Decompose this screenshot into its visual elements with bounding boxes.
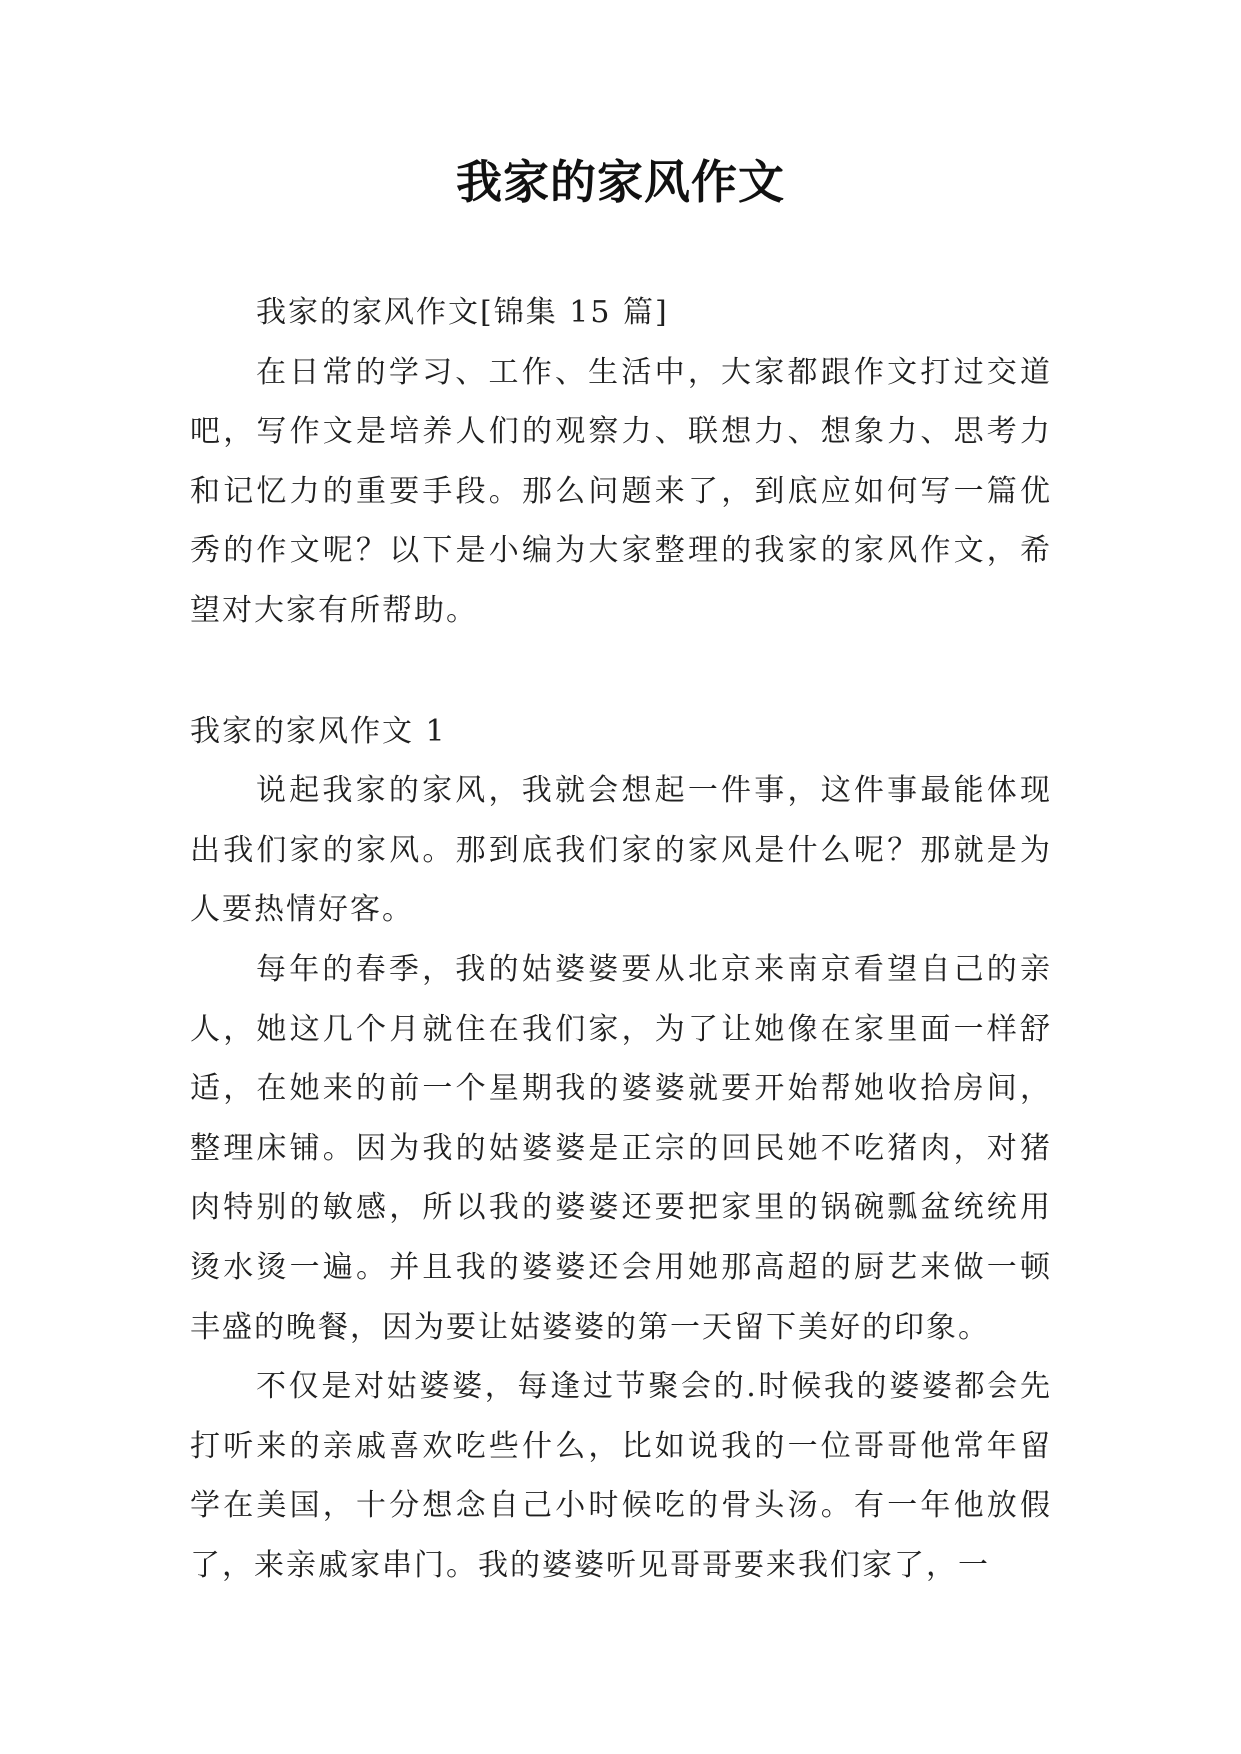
- body-paragraph: 每年的春季，我的姑婆婆要从北京来南京看望自己的亲人，她这几个月就住在我们家，为了让她像在家里面一样舒适，在她来的前一个星期我的婆婆就要开始帮她收拾房间，整理床铺。因为我的姑婆婆是正宗的回民她不吃猪肉，对猪肉特别的敏感，所以我的婆婆还要把家里的锅碗瓢盆统统用烫水烫一遍。并且我的婆婆还会用她那高超的厨艺来做一顿丰盛的晚餐，因为要让姑婆婆的第一天留下美好的印象。: [190, 951, 1052, 1345]
- document-title: 我家的家风作文: [456, 155, 785, 209]
- intro-paragraph: 在日常的学习、工作、生活中，大家都跟作文打过交道吧，写作文是培养人们的观察力、联想力、想象力、思考力和记忆力的重要手段。那么问题来了，到底应如何写一篇优秀的作文呢？以下是小编为大家整理的我家的家风作文，希望对大家有所帮助。: [190, 354, 1052, 628]
- section-heading: 我家的家风作文 1: [190, 713, 447, 749]
- document-body: [190, 283, 1052, 1595]
- body-paragraph: 说起我家的家风，我就会想起一件事，这件事最能体现出我们家的家风。那到底我们家的家风是什么呢？那就是为人要热情好客。: [190, 773, 1052, 928]
- document-subtitle: 我家的家风作文[锦集 15 篇]: [256, 295, 669, 330]
- body-paragraph: 不仅是对姑婆婆，每逢过节聚会的.时候我的婆婆都会先打听来的亲戚喜欢吃些什么，比如说我的一位哥哥他常年留学在美国，十分想念自己小时候吃的骨头汤。有一年他放假了，来亲戚家串门。我的婆婆听见哥哥要来我们家了，一: [190, 1369, 1052, 1583]
